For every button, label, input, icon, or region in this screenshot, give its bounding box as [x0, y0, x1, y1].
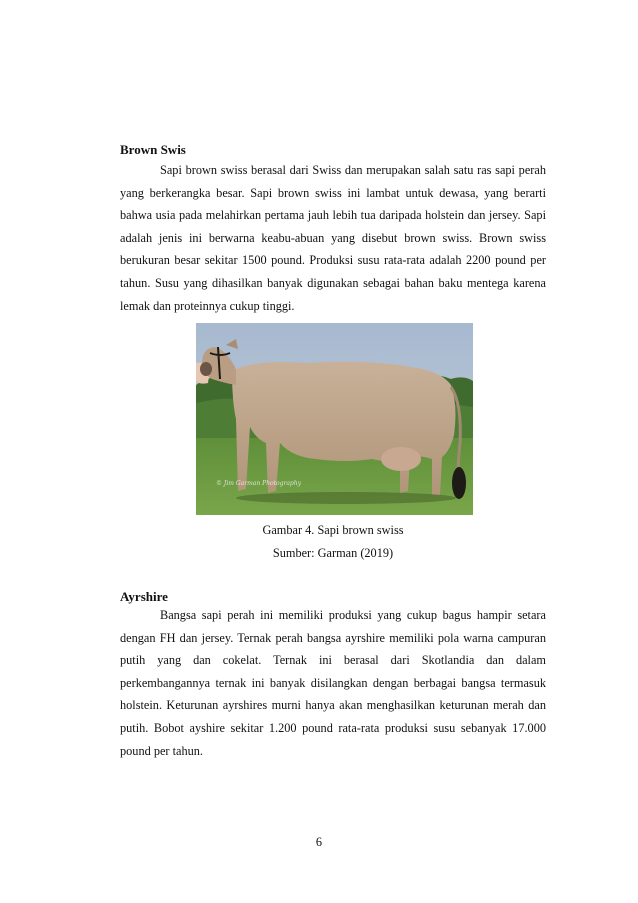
page-number: 6	[315, 835, 323, 849]
brown-swiss-paragraph: Sapi brown swiss berasal dari Swiss dan merupakan salah satu ras sapi perah yang berkerangka besar. Sapi brown swiss ini lambat untuk dewasa, yang berarti bahwa usia pada melahirkan pertama jauh lebih tua daripada holstein dan jersey. Sapi adalah jenis ini berwarna keabu-abuan yang disebut brown swiss. Brown swiss berukuran besar sekitar 1500 pound. Produksi susu rata-rata adalah 2200 pound per tahun. Susu yang dihasilkan banyak digunakan sebagai bahan baku mentega karena lemak dan proteinnya cukup tinggi.	[120, 163, 546, 313]
figure-source: Sumber: Garman (2019)	[272, 546, 394, 560]
ayrshire-paragraph: Bangsa sapi perah ini memiliki produksi yang cukup bagus hampir setara dengan FH dan jersey. Ternak perah bangsa ayrshire memiliki pola warna campuran putih yang dan cokelat. Ternak ini berasal dari Skotlandia dan dalam perkembangannya ternak ini banyak disilangkan dengan berbagai bangsa termasuk holstein. Keturunan ayrshires murni hanya akan menghasilkan keturunan merah dan putih. Bobot ayshire sekitar 1.200 pound rata-rata produksi susu sebanyak 17.000 pound per tahun.	[120, 608, 546, 758]
section-heading-brown-swiss: Brown Swis	[120, 142, 186, 157]
figure-caption: Gambar 4. Sapi brown swiss	[262, 523, 404, 537]
photo-watermark: © Jim Garman Photography	[216, 480, 302, 487]
brown-swiss-figure	[196, 323, 473, 515]
section-heading-ayrshire: Ayrshire	[120, 589, 168, 604]
